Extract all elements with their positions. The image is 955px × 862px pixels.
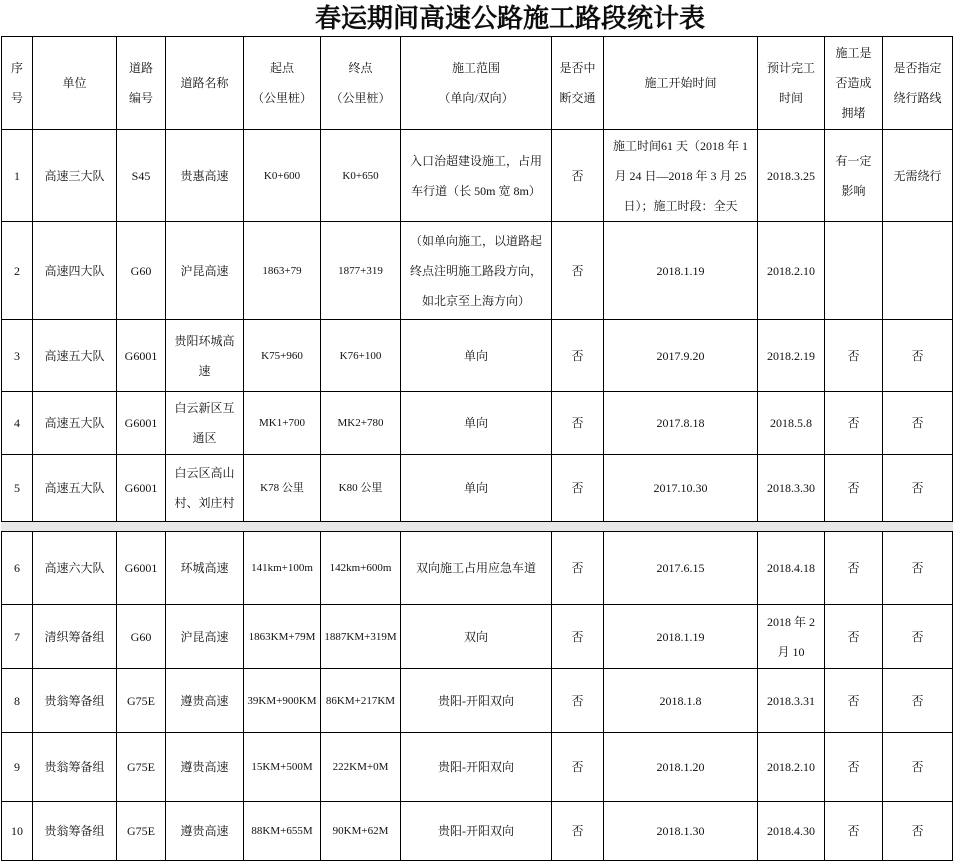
cell-expected-completion: 2018 年 2 月 10 (758, 605, 825, 669)
cell-start-point: 88KM+655M (244, 802, 321, 861)
header-start-point: 起点 （公里桩） (244, 37, 321, 130)
cell-congestion: 否 (825, 802, 883, 861)
cell-expected-completion: 2018.2.10 (758, 222, 825, 320)
cell-detour: 否 (883, 802, 953, 861)
table-row (2, 130, 953, 222)
cell-congestion: 否 (825, 320, 883, 392)
cell-road-name: 环城高速 (166, 532, 244, 605)
cell-end-point: K80 公里 (321, 455, 401, 522)
cell-expected-completion: 2018.3.25 (758, 130, 825, 222)
cell-seq: 6 (2, 532, 33, 605)
cell-start-time: 2018.1.19 (604, 605, 758, 669)
cell-unit: 高速五大队 (33, 392, 117, 455)
header-road-name: 道路名称 (166, 37, 244, 130)
cell-detour: 否 (883, 669, 953, 733)
cell-unit: 贵翁筹备组 (33, 669, 117, 733)
cell-end-point: 222KM+0M (321, 733, 401, 802)
cell-road-name: 遵贵高速 (166, 669, 244, 733)
header-expected-completion: 预计完工 时间 (758, 37, 825, 130)
cell-traffic-interrupted: 否 (552, 222, 604, 320)
cell-end-point: 90KM+62M (321, 802, 401, 861)
cell-congestion: 有一定 影响 (825, 130, 883, 222)
cell-start-point: 141km+100m (244, 532, 321, 605)
cell-seq: 3 (2, 320, 33, 392)
cell-unit: 清织筹备组 (33, 605, 117, 669)
cell-expected-completion: 2018.4.30 (758, 802, 825, 861)
cell-detour: 否 (883, 320, 953, 392)
cell-start-point: K75+960 (244, 320, 321, 392)
cell-detour: 无需绕行 (883, 130, 953, 222)
cell-end-point: 142km+600m (321, 532, 401, 605)
cell-road-code: G6001 (117, 455, 166, 522)
cell-unit: 高速四大队 (33, 222, 117, 320)
table-row (2, 455, 953, 522)
cell-road-code: G60 (117, 605, 166, 669)
cell-expected-completion: 2018.2.19 (758, 320, 825, 392)
cell-expected-completion: 2018.4.18 (758, 532, 825, 605)
header-construction-scope: 施工范围 （单向/双向） (401, 37, 552, 130)
cell-road-code: G60 (117, 222, 166, 320)
cell-start-point: 1863+79 (244, 222, 321, 320)
cell-congestion (825, 222, 883, 320)
cell-start-point: MK1+700 (244, 392, 321, 455)
cell-construction-scope: 贵阳-开阳双向 (401, 802, 552, 861)
cell-road-code: S45 (117, 130, 166, 222)
cell-unit: 高速三大队 (33, 130, 117, 222)
cell-congestion: 否 (825, 455, 883, 522)
cell-road-code: G6001 (117, 320, 166, 392)
cell-congestion: 否 (825, 392, 883, 455)
cell-seq: 8 (2, 669, 33, 733)
cell-unit: 贵翁筹备组 (33, 802, 117, 861)
cell-road-code: G75E (117, 733, 166, 802)
table-row (2, 392, 953, 455)
cell-detour: 否 (883, 455, 953, 522)
cell-start-point: K78 公里 (244, 455, 321, 522)
cell-construction-scope: 双向施工占用应急车道 (401, 532, 552, 605)
cell-construction-scope: 单向 (401, 320, 552, 392)
cell-traffic-interrupted: 否 (552, 455, 604, 522)
cell-seq: 1 (2, 130, 33, 222)
cell-road-name: 沪昆高速 (166, 222, 244, 320)
cell-traffic-interrupted: 否 (552, 392, 604, 455)
cell-seq: 5 (2, 455, 33, 522)
cell-road-name: 白云新区互 通区 (166, 392, 244, 455)
cell-start-point: 39KM+900KM (244, 669, 321, 733)
cell-road-name: 贵惠高速 (166, 130, 244, 222)
cell-seq: 2 (2, 222, 33, 320)
cell-unit: 高速六大队 (33, 532, 117, 605)
header-detour: 是否指定 绕行路线 (883, 37, 953, 130)
cell-traffic-interrupted: 否 (552, 605, 604, 669)
cell-unit: 贵翁筹备组 (33, 733, 117, 802)
table-row (2, 733, 953, 802)
cell-unit: 高速五大队 (33, 320, 117, 392)
cell-traffic-interrupted: 否 (552, 532, 604, 605)
page-break-band (1, 522, 953, 531)
cell-seq: 9 (2, 733, 33, 802)
cell-construction-scope: 贵阳-开阳双向 (401, 733, 552, 802)
table-row (2, 532, 953, 605)
cell-seq: 4 (2, 392, 33, 455)
cell-detour: 否 (883, 392, 953, 455)
header-road-code: 道路 编号 (117, 37, 166, 130)
construction-table-part-2 (1, 531, 953, 861)
cell-start-time: 2017.8.18 (604, 392, 758, 455)
cell-detour: 否 (883, 532, 953, 605)
cell-congestion: 否 (825, 605, 883, 669)
cell-start-point: 1863KM+79M (244, 605, 321, 669)
cell-detour: 否 (883, 733, 953, 802)
cell-traffic-interrupted: 否 (552, 130, 604, 222)
table-header-row (2, 37, 953, 130)
header-end-point: 终点 （公里桩） (321, 37, 401, 130)
cell-traffic-interrupted: 否 (552, 320, 604, 392)
cell-construction-scope: 入口治超建设施工，占用 车行道（长 50m 宽 8m） (401, 130, 552, 222)
cell-road-code: G6001 (117, 532, 166, 605)
cell-road-name: 遵贵高速 (166, 733, 244, 802)
cell-road-name: 贵阳环城高 速 (166, 320, 244, 392)
cell-traffic-interrupted: 否 (552, 802, 604, 861)
cell-detour (883, 222, 953, 320)
cell-end-point: K76+100 (321, 320, 401, 392)
cell-congestion: 否 (825, 733, 883, 802)
cell-start-point: K0+600 (244, 130, 321, 222)
construction-table-part-1 (1, 36, 953, 522)
cell-detour: 否 (883, 605, 953, 669)
cell-expected-completion: 2018.3.31 (758, 669, 825, 733)
header-seq: 序 号 (2, 37, 33, 130)
cell-road-name: 白云区高山 村、刘庄村 (166, 455, 244, 522)
cell-start-time: 施工时间61 天（2018 年 1 月 24 日—2018 年 3 月 25 日）；施工时段：全天 (604, 130, 758, 222)
cell-construction-scope: 单向 (401, 392, 552, 455)
cell-seq: 7 (2, 605, 33, 669)
cell-traffic-interrupted: 否 (552, 733, 604, 802)
cell-expected-completion: 2018.2.10 (758, 733, 825, 802)
header-congestion: 施工是 否造成 拥堵 (825, 37, 883, 130)
cell-road-name: 遵贵高速 (166, 802, 244, 861)
cell-expected-completion: 2018.5.8 (758, 392, 825, 455)
cell-construction-scope: 双向 (401, 605, 552, 669)
cell-road-code: G6001 (117, 392, 166, 455)
header-start-time: 施工开始时间 (604, 37, 758, 130)
cell-end-point: MK2+780 (321, 392, 401, 455)
table-row (2, 802, 953, 861)
cell-congestion: 否 (825, 669, 883, 733)
cell-start-time: 2017.9.20 (604, 320, 758, 392)
cell-road-code: G75E (117, 669, 166, 733)
table-row (2, 605, 953, 669)
cell-seq: 10 (2, 802, 33, 861)
cell-construction-scope: （如单向施工，以道路起 终点注明施工路段方向， 如北京至上海方向） (401, 222, 552, 320)
cell-start-time: 2018.1.8 (604, 669, 758, 733)
cell-expected-completion: 2018.3.30 (758, 455, 825, 522)
cell-road-code: G75E (117, 802, 166, 861)
table-row (2, 222, 953, 320)
cell-start-time: 2018.1.20 (604, 733, 758, 802)
cell-end-point: 1877+319 (321, 222, 401, 320)
cell-start-time: 2018.1.30 (604, 802, 758, 861)
cell-construction-scope: 单向 (401, 455, 552, 522)
table-row (2, 669, 953, 733)
cell-start-time: 2018.1.19 (604, 222, 758, 320)
cell-end-point: 86KM+217KM (321, 669, 401, 733)
cell-road-name: 沪昆高速 (166, 605, 244, 669)
cell-start-time: 2017.10.30 (604, 455, 758, 522)
header-unit: 单位 (33, 37, 117, 130)
cell-end-point: 1887KM+319M (321, 605, 401, 669)
cell-unit: 高速五大队 (33, 455, 117, 522)
header-traffic-interrupted: 是否中 断交通 (552, 37, 604, 130)
cell-congestion: 否 (825, 532, 883, 605)
document-title: 春运期间高速公路施工路段统计表 (315, 4, 706, 33)
cell-start-point: 15KM+500M (244, 733, 321, 802)
cell-construction-scope: 贵阳-开阳双向 (401, 669, 552, 733)
cell-traffic-interrupted: 否 (552, 669, 604, 733)
cell-end-point: K0+650 (321, 130, 401, 222)
table-row (2, 320, 953, 392)
cell-start-time: 2017.6.15 (604, 532, 758, 605)
